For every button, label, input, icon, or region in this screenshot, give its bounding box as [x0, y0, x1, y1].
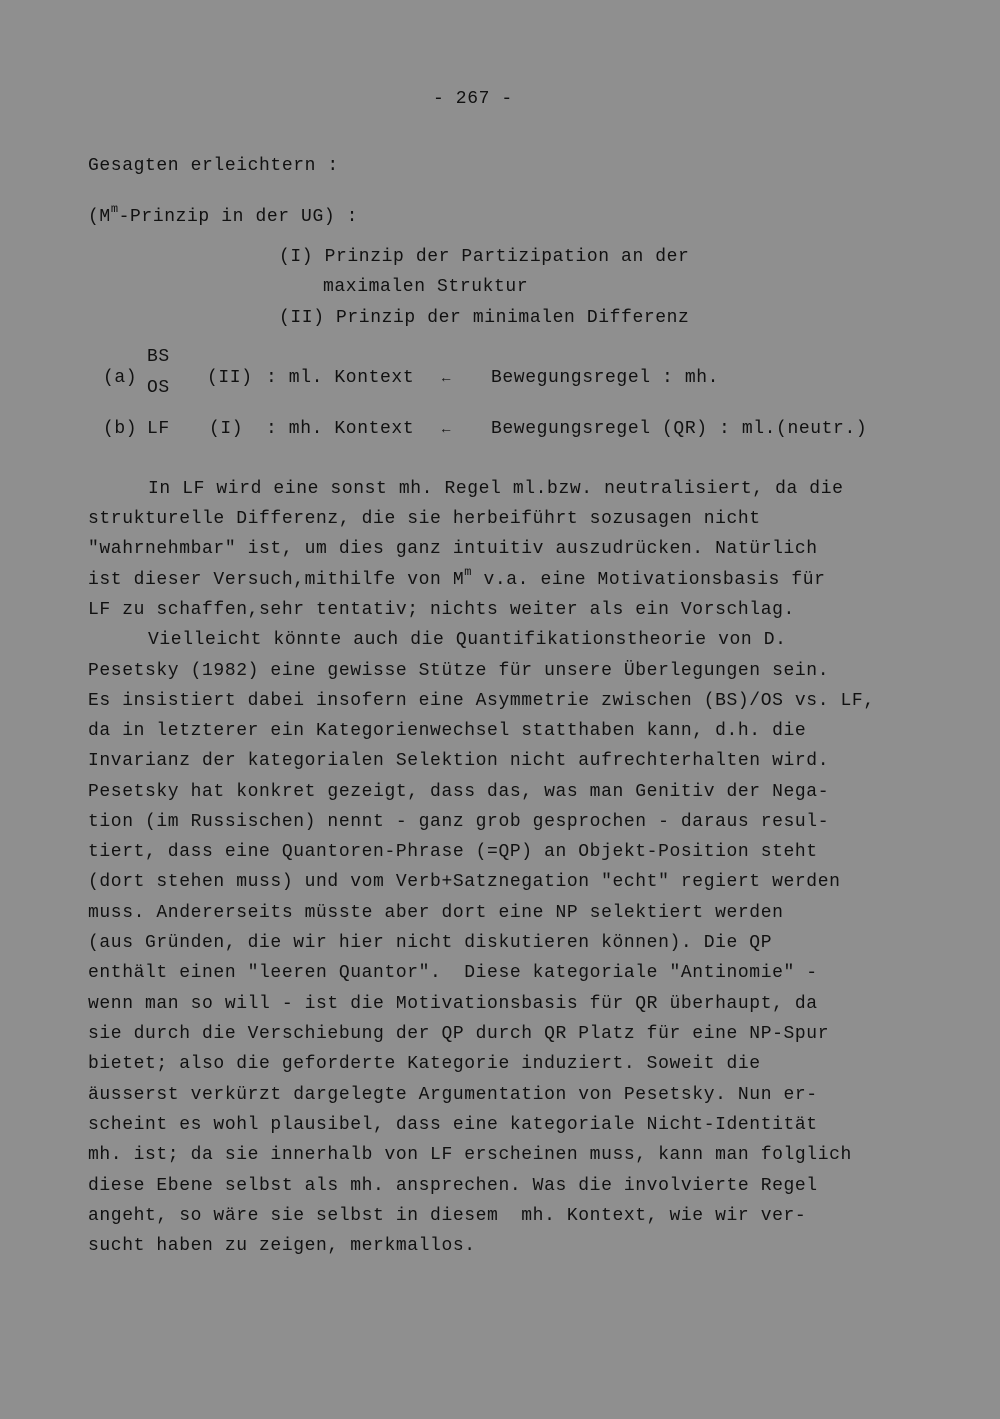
paragraph-2-line: enthält einen "leeren Quantor". Diese kategoriale "Antinomie" -: [88, 963, 818, 983]
principle-header-suffix: -Prinzip in der UG) :: [118, 207, 359, 227]
intro-line: Gesagten erleichtern :: [88, 156, 339, 176]
paragraph-1-line: [88, 565, 826, 591]
paragraph-2-line: sie durch die Verschiebung der QP durch QR Platz für eine NP-Spur: [88, 1024, 830, 1044]
rule-b-rule: Bewegungsregel (QR) : ml.(neutr.): [491, 419, 868, 439]
paragraph-2-line: Pesetsky (1982) eine gewisse Stütze für unsere Überlegungen sein.: [88, 661, 830, 681]
principle-header: [88, 202, 359, 228]
page-number: - 267 -: [433, 89, 513, 109]
paragraph-2-line: da in letzterer ein Kategorienwechsel statthaben kann, d.h. die: [88, 721, 807, 741]
paragraph-2-line: (aus Gründen, die wir hier nicht diskutieren können). Die QP: [88, 933, 773, 953]
paragraph-1-line-4-superscript: m: [464, 565, 473, 579]
principle-1-line-1: (I) Prinzip der Partizipation an der: [279, 247, 690, 267]
rule-a-context: : ml. Kontext: [266, 368, 415, 388]
paragraph-2-line: wenn man so will - ist die Motivationsbasis für QR überhaupt, da: [88, 994, 818, 1014]
paragraph-1-line: LF zu schaffen,sehr tentativ; nichts weiter als ein Vorschlag.: [88, 600, 795, 620]
paragraph-2-line: sucht haben zu zeigen, merkmallos.: [88, 1236, 476, 1256]
rule-a-principle: (II): [207, 368, 253, 388]
principle-2: (II) Prinzip der minimalen Differenz: [279, 308, 690, 328]
paragraph-2-line: tiert, dass eine Quantoren-Phrase (=QP) an Objekt-Position steht: [88, 842, 818, 862]
paragraph-1-line-4-prefix: ist dieser Versuch,mithilfe von M: [88, 570, 465, 590]
paragraph-1-line: In LF wird eine sonst mh. Regel ml.bzw. neutralisiert, da die: [148, 479, 844, 499]
paragraph-2-line: bietet; also die geforderte Kategorie induziert. Soweit die: [88, 1054, 761, 1074]
paragraph-2-line: äusserst verkürzt dargelegte Argumentation von Pesetsky. Nun er-: [88, 1085, 818, 1105]
paragraph-1-line-4-suffix: v.a. eine Motivationsbasis für: [472, 570, 826, 590]
paragraph-2-line: Invarianz der kategorialen Selektion nicht aufrechterhalten wird.: [88, 751, 830, 771]
paragraph-2-line: Es insistiert dabei insofern eine Asymmetrie zwischen (BS)/OS vs. LF,: [88, 691, 875, 711]
rule-a-rule: Bewegungsregel : mh.: [491, 368, 720, 388]
rule-a-level-bottom: OS: [147, 378, 170, 398]
paragraph-2-line: diese Ebene selbst als mh. ansprechen. Was die involvierte Regel: [88, 1176, 818, 1196]
rule-b-level: LF: [147, 419, 170, 439]
paragraph-1-line: "wahrnehmbar" ist, um dies ganz intuitiv auszudrücken. Natürlich: [88, 539, 818, 559]
paragraph-2-line: muss. Andererseits müsste aber dort eine NP selektiert werden: [88, 903, 784, 923]
paragraph-2-line: tion (im Russischen) nennt - ganz grob gesprochen - daraus resul-: [88, 812, 830, 832]
paragraph-2-line: Pesetsky hat konkret gezeigt, dass das, was man Genitiv der Nega-: [88, 782, 830, 802]
principle-header-superscript: m: [110, 202, 119, 216]
rule-b-principle: (I): [209, 419, 244, 439]
principle-header-prefix: (M: [88, 207, 111, 227]
rule-a-label: (a): [103, 368, 138, 388]
paragraph-1-line: strukturelle Differenz, die sie herbeiführt sozusagen nicht: [88, 509, 761, 529]
rule-b-context: : mh. Kontext: [266, 419, 415, 439]
paragraph-2-line: angeht, so wäre sie selbst in diesem mh. Kontext, wie wir ver-: [88, 1206, 807, 1226]
paragraph-2-line: (dort stehen muss) und vom Verb+Satznegation "echt" regiert werden: [88, 872, 841, 892]
rule-a-arrow-icon: ←: [442, 371, 452, 387]
rule-b-label: (b): [103, 419, 138, 439]
paragraph-2-line: scheint es wohl plausibel, dass eine kategoriale Nicht-Identität: [88, 1115, 818, 1135]
rule-a-level-top: BS: [147, 347, 170, 367]
rule-b-arrow-icon: ←: [442, 422, 452, 438]
paragraph-2-line: mh. ist; da sie innerhalb von LF erscheinen muss, kann man folglich: [88, 1145, 852, 1165]
paragraph-2-line: Vielleicht könnte auch die Quantifikationstheorie von D.: [148, 630, 787, 650]
principle-1-line-2: maximalen Struktur: [323, 277, 529, 297]
